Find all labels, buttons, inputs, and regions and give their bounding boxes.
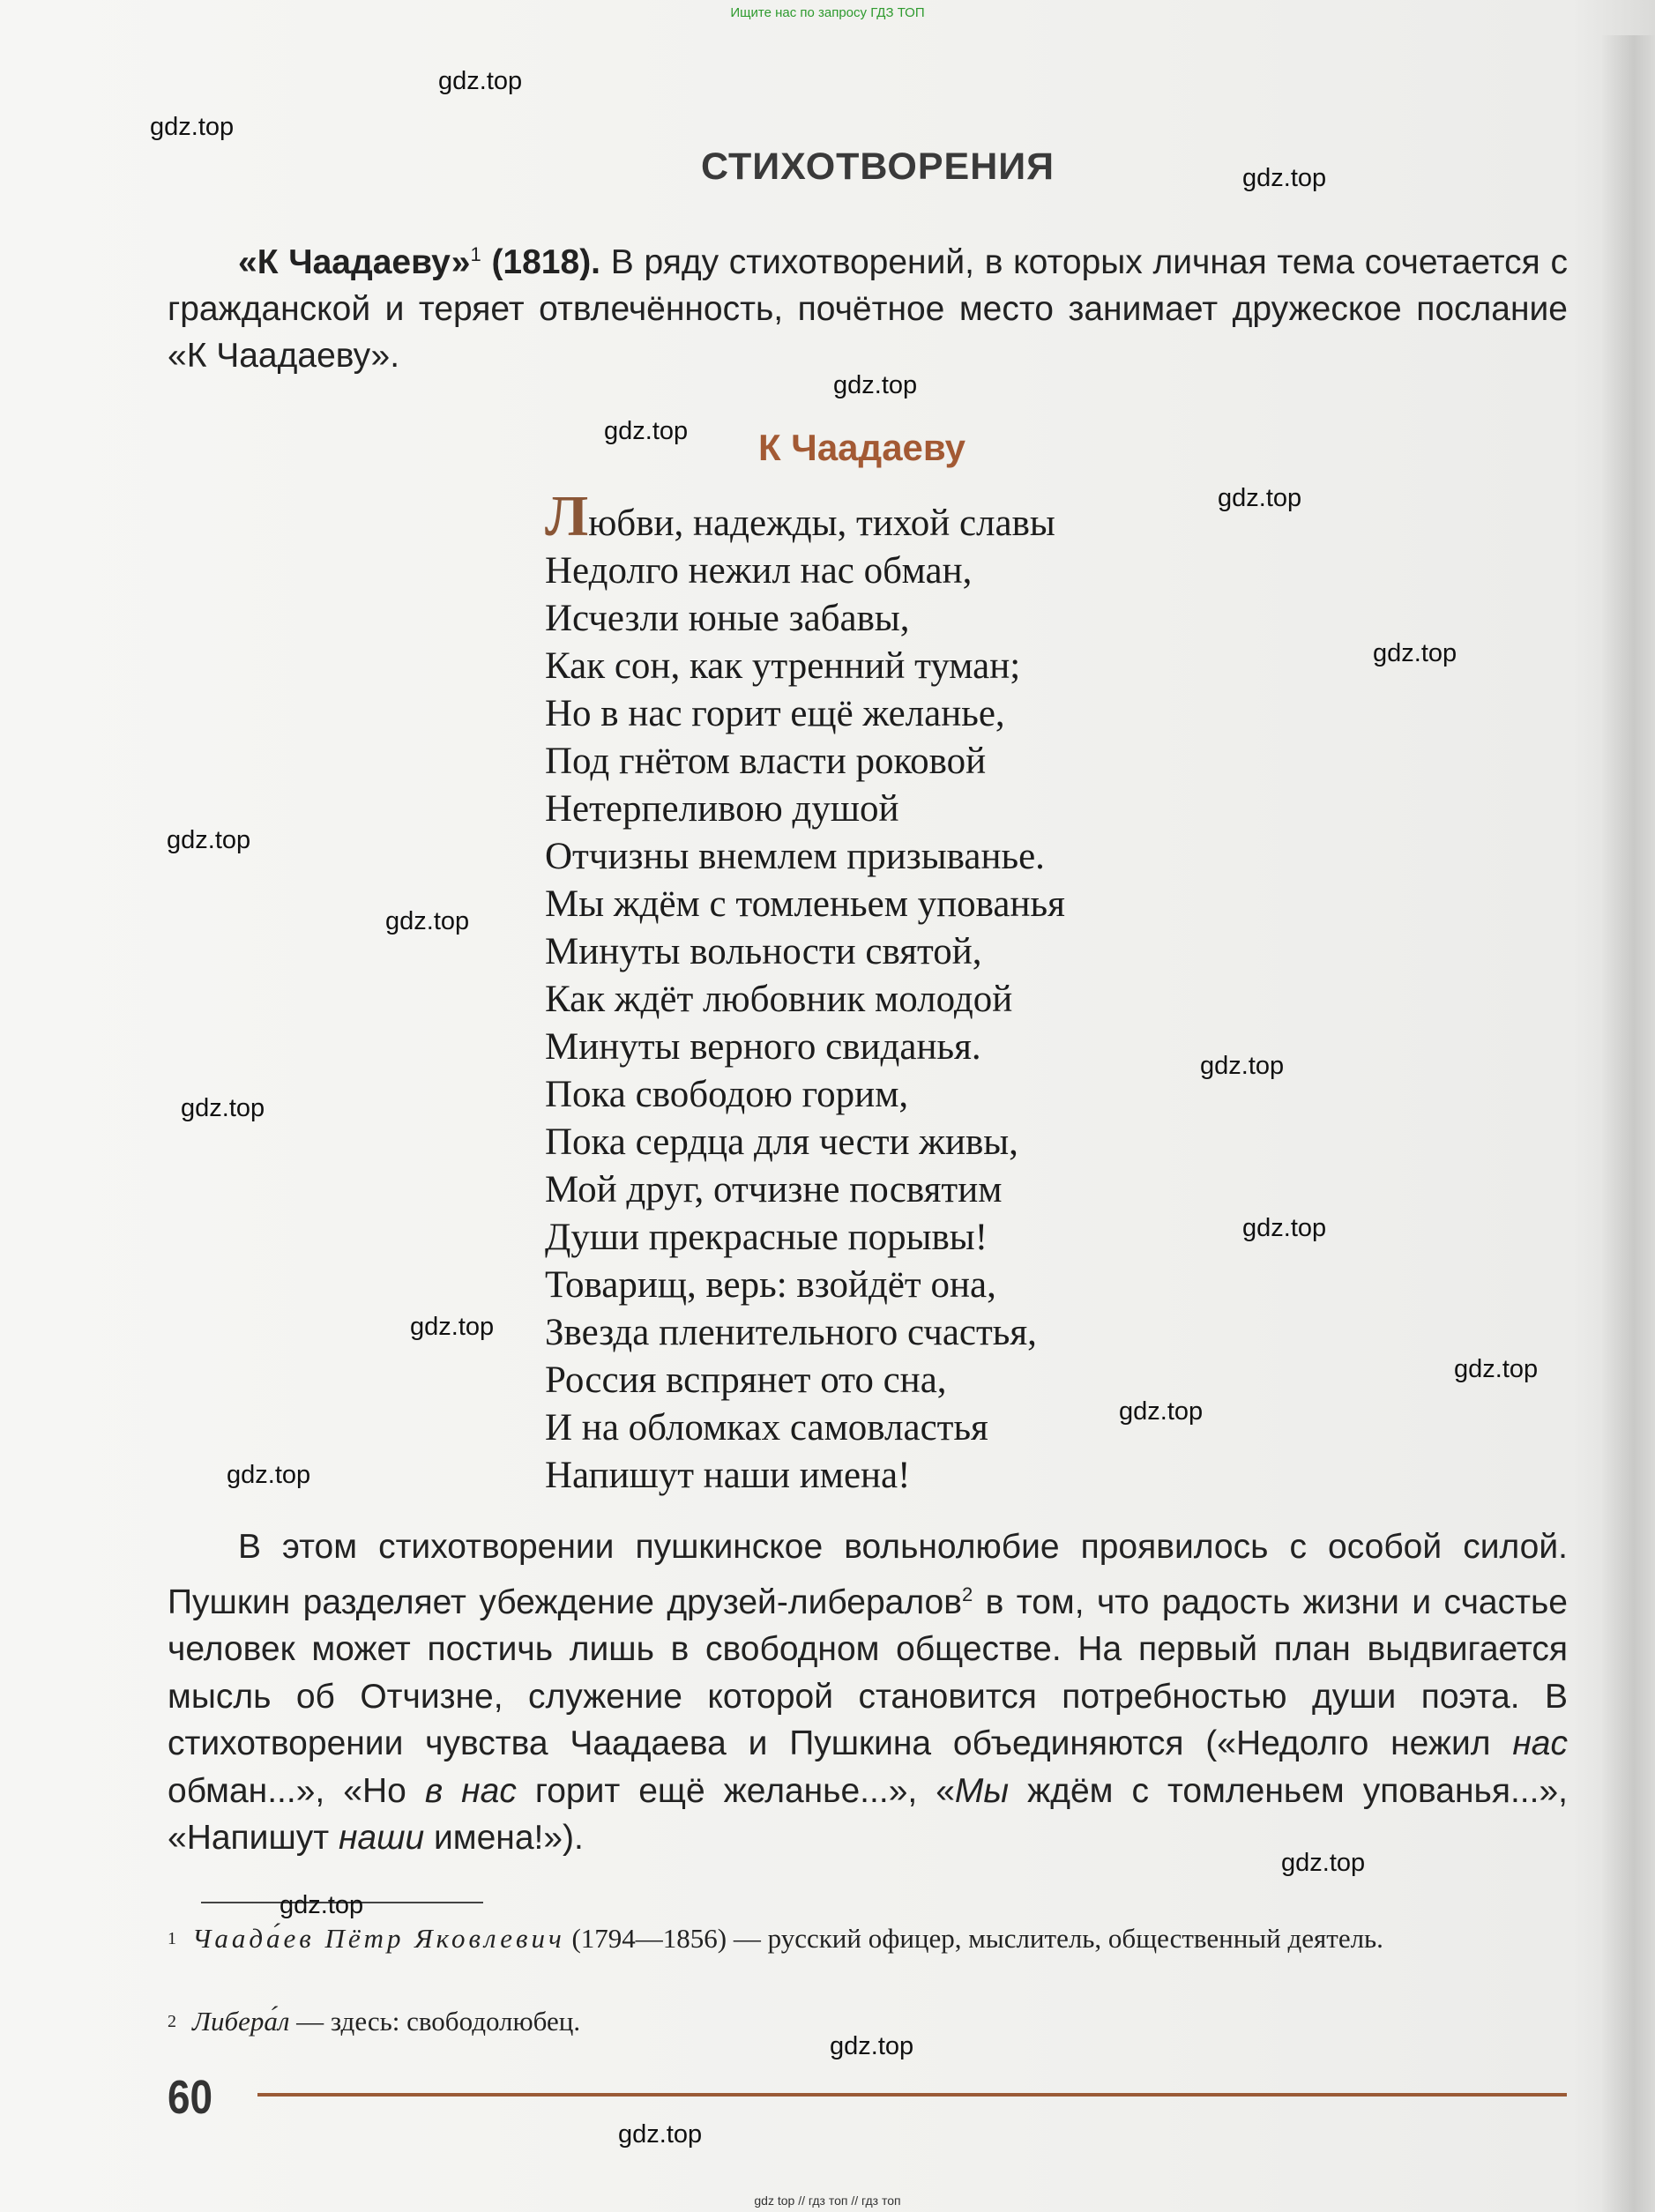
poem-line: Но в нас горит ещё желанье, (545, 693, 1005, 734)
poem (545, 484, 1065, 1500)
watermark: gdz.top (1218, 484, 1302, 512)
poem-line: И на обломках самовластья (545, 1407, 988, 1449)
page-number: 60 (168, 2071, 213, 2124)
poem-line: Минуты верного свиданья. (545, 1026, 981, 1068)
watermark: gdz.top (1281, 1849, 1366, 1877)
poem-line: Россия вспрянет ото сна, (545, 1359, 947, 1401)
poem-line: Исчезли юные забавы, (545, 598, 910, 639)
poem-line: Под гнётом власти роковой (545, 741, 987, 782)
watermark: gdz.top (833, 371, 918, 399)
watermark: gdz.top (830, 2032, 914, 2060)
intro-paragraph (168, 231, 1568, 379)
watermark: gdz.top (227, 1461, 311, 1489)
poem-line: Пока сердца для чести живы, (545, 1121, 1018, 1163)
watermark: gdz.top (1242, 1214, 1327, 1242)
poem-line: Звезда пленительного счастья, (545, 1312, 1037, 1353)
footnote-ref-2[interactable]: 2 (961, 1583, 973, 1605)
watermark: gdz.top (1454, 1355, 1539, 1383)
watermark: gdz.top (410, 1313, 495, 1341)
page-edge-shadow (1602, 35, 1655, 2212)
footnote-1: $^1$ Чаада́ев Пётр Яковлевич (1794—1856) — русский офицер, мыслитель, общественный деятель. (168, 1923, 1383, 1954)
watermark: gdz.top (1242, 164, 1327, 192)
watermark: gdz.top (1200, 1052, 1285, 1080)
poem-title: К Чаадаеву (758, 427, 966, 468)
drop-cap: Л (545, 484, 589, 548)
poem-line: Любви, надежды, тихой славы (545, 484, 1055, 548)
footnote-ref-1[interactable]: 1 (470, 243, 481, 265)
watermark: gdz.top (618, 2120, 703, 2149)
poem-line: Нетерпеливою душой (545, 788, 899, 830)
poem-line: Недолго нежил нас обман, (545, 550, 973, 592)
analysis-paragraph: В этом стихотворении пушкинское вольнолюбие проявилось с особой силой. Пушкин разделяет убеждение друзей-либералов$^2$ в том, что радость жизни и счастье человек может постичь лишь в свободном обществе. На первый план выдвигается мысль об Отчизне, служение которой становится потребностью души поэта. В стихотворении чувства Чаадаева и Пушкина объединяются («Недолго нежил нас обман...», «Но в нас горит ещё желанье...», «Мы ждём с томленьем упованья...», «Напишут наши имена!»). (168, 1528, 1568, 1857)
watermark: gdz.top (1373, 639, 1457, 667)
footnote-2: $^2$ Либера́л — здесь: свободолюбец. (168, 2006, 581, 2037)
section-title: СТИХОТВОРЕНИЯ (701, 145, 1055, 189)
poem-line: Мы ждём с томленьем упованья (545, 883, 1065, 925)
footnote-term: Либера́л (192, 2006, 290, 2037)
poem-line: Как ждёт любовник молодой (545, 979, 1013, 1020)
watermark: gdz.top (1119, 1397, 1204, 1426)
poem-line: Мой друг, отчизне посвятим (545, 1169, 1003, 1210)
poem-line: Товарищ, верь: взойдёт она, (545, 1264, 996, 1306)
bottom-banner[interactable]: gdz top // гдз топ // гдз топ (754, 2193, 901, 2208)
watermark: gdz.top (167, 826, 251, 854)
footnote-name: Чаада́ев Пётр Яковлевич (192, 1923, 565, 1954)
intro-text: В ряду стихотворений, в которых личная тема сочетается с гражданской и теряет отвлечённость, почётное место занимает дружеское послание «К Чаадаеву». (168, 243, 1568, 375)
bottom-rule (257, 2093, 1567, 2097)
watermark: gdz.top (385, 907, 470, 935)
poem-line: Пока свободою горим, (545, 1074, 909, 1115)
top-banner[interactable]: Ищите нас по запросу ГДЗ ТОП (730, 5, 925, 20)
poem-line: Отчизны внемлем призыванье. (545, 836, 1045, 877)
watermark: gdz.top (438, 67, 523, 95)
watermark: gdz.top (150, 113, 235, 141)
intro-year: (1818). (481, 243, 601, 281)
poem-line: Минуты вольности святой, (545, 931, 982, 972)
poem-line: Как сон, как утренний туман; (545, 645, 1021, 687)
poem-line: Напишут наши имена! (545, 1455, 911, 1496)
watermark: gdz.top (280, 1891, 364, 1919)
poem-line: Души прекрасные порывы! (545, 1217, 988, 1258)
watermark: gdz.top (181, 1094, 265, 1122)
intro-lead: «К Чаадаеву» (238, 243, 471, 281)
watermark: gdz.top (604, 417, 689, 445)
